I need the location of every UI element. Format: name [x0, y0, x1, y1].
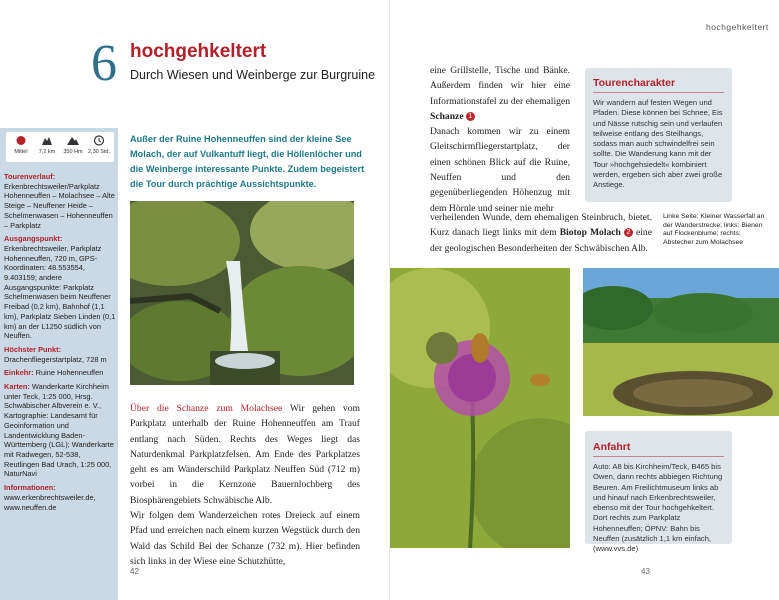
waterfall-photo: [130, 201, 354, 385]
marker-1-badge: 1: [466, 112, 475, 121]
tour-stats: [6, 132, 114, 162]
info-sidebar: [0, 128, 118, 600]
photo-caption: Linke Seite: Kleiner Wasserfall an der Wanderstrecke; links: Bienen auf Flockenblume; rechts: Abstecher zum Molachsee: [663, 213, 765, 246]
left-body-text: Über die Schanze zum Molachsee Wir gehen vom Parkplatz unterhalb der Ruine Hohenneuffen am Trauf entlang nach Süden. Rechts des Weges liegt das Naturdenkmal Parkplatzfelsen. Am Ende des Parkplatzes geht es am Wanderschild Parkplatz Neuffen Süd (712 m) vorbei in die Kernzone Bauernlochberg des Biosphärengebiets Schwäbische Alb. Wir folgen dem Wanderzeichen rotes Dreieck auf einem Pfad und erreichen nach einem kurzen Wegstück durch den Wald das Schild Bei der Schanze (732 m). Hier befinden sich links in der Wiese eine Schutzhütte,: [130, 403, 360, 567]
page-number-right: 43: [641, 567, 650, 576]
right-body-text-2: verheilenden Wunde, dem ehemaligen Steinbruch, bietet. Kurz danach liegt links mit dem Biotop Molach 2 eine der geologischen Besonderheiten der Schwäbischen Alb.: [430, 212, 652, 254]
schanze-label: Schanze: [430, 110, 464, 122]
stat-duration-value: 2,30 Std.: [87, 149, 111, 155]
biotop-label: Biotop Molach: [559, 227, 621, 239]
tourencharakter-text: Wir wandern auf festen Wegen und Pfaden. Diese können bei Schnee, Eis und Nässe rutschig sein und verlaufen teilweise entlang des Steilhangs, sodass man auch schwindelfrei sein sollte. Die Wanderung kann mit der Tour »hochgehsiedelt« kombiniert werden, ergeben sich aber zwei große Anstiege.: [593, 98, 723, 190]
stat-duration: [86, 132, 112, 155]
intro-text: Außer der Ruine Hohenneuffen sind der kleine See Molach, der auf Vulkantuff liegt, die Höllenlöcher und die Weinberge interessante Punkte. Zudem begeistert die Tour durch prächtige Aussichtspunkte.: [130, 134, 365, 189]
box-divider: [593, 456, 724, 457]
anfahrt-box: [585, 431, 732, 554]
anfahrt-title: Anfahrt: [593, 441, 631, 453]
molachsee-photo: [583, 268, 779, 416]
informationen: Informationen: www.erkenbrechtsweiler.de, www.neuffen.de: [4, 483, 96, 512]
tour-number: 6: [91, 35, 117, 92]
page-number-left: 42: [130, 567, 139, 576]
marker-2-badge: 2: [624, 228, 633, 237]
hiker-icon: [41, 135, 53, 146]
sidebar-details: [4, 172, 116, 516]
stat-difficulty-value: Mittel: [14, 149, 28, 155]
stat-elevation-value: 350 Hm: [63, 149, 83, 155]
left-body-text-2: Wir folgen dem Wanderzeichen rotes Dreieck auf einem Pfad und erreichen nach einem kurzen Wegstück durch den Wald das Schild Bei der Schanze (732 m). Hier befinden sich links in der Wiese eine Schutzhütte,: [130, 510, 360, 567]
running-head: hochgehkeltert: [706, 22, 769, 32]
tourencharakter-box: [585, 68, 732, 202]
stat-difficulty: [8, 132, 34, 155]
stat-distance-value: 7,2 km: [38, 149, 56, 155]
box-divider: [593, 92, 724, 93]
clock-icon: [93, 135, 105, 146]
einkehr: Einkehr: Ruine Hohenneuffen: [4, 368, 104, 378]
section-heading: Über die Schanze zum Molachsee: [130, 403, 283, 414]
ausgangspunkt: Ausgangspunkt: Erkenbrechtsweiler, Parkplatz Hohenneuffen, 720 m, GPS-Koordinaten: 48.553554, 9.403159; andere Ausgangspunkte: Parkplatz Schelmenwasen beim Neuffener Freibad (0,2 km), Bahnhof (1,1 km), Parkplatz Sieben Linden (0,1 km) an der L1250 südlich von Neuffen.: [4, 234, 116, 341]
tourverlauf: Tourenverlauf: Erkenbrechtsweiler/Parkplatz Hohenneuffen – Molachsee – Alte Steige – Neuffener Heide – Schelmenwasen – Hohenneuffen – Parkplatz: [4, 172, 115, 230]
stat-elevation: [60, 132, 86, 155]
difficulty-dot-icon: [15, 135, 27, 146]
tourencharakter-title: Tourencharakter: [593, 77, 676, 89]
right-body-text: eine Grillstelle, Tische und Bänke. Außerdem finden wir hier eine Informationstafel zu der ehemaligen Schanze 1 Danach kommen wir zu einem Gleitschirmfliegerstartplatz, der einen schönen Blick auf die Ruine, Neuffen und den gegenüberliegenden Höhenzug mit dem Hörnle und seiner nie mehr: [430, 65, 570, 214]
tour-title: hochgehkeltert: [130, 41, 267, 62]
tour-subtitle: Durch Wiesen und Weinberge zur Burgruine: [130, 68, 376, 82]
stat-distance: [34, 132, 60, 155]
mountain-icon: [67, 135, 79, 146]
anfahrt-text: Auto: A8 bis Kirchheim/Teck, B465 bis Owen, dann rechts abbiegen Richtung Beuren. Am Freilichtmuseum links ab und hinauf nach Erkenbrechtsweiler, ebenso mit der Tour hochgehkeltert. Dort rechts zum Parkplatz Hohenneuffen; ÖPNV: Bahn bis Neuffen (zusätzlich 1,1 km einfach, (www.vvs.de): [593, 462, 723, 554]
hoechster-punkt: Höchster Punkt: Drachenfliegerstartplatz, 728 m: [4, 344, 107, 364]
karten: Karten: Wanderkarte Kirchheim unter Teck, 1:25 000, Hrsg. Schwäbischer Albverein e. V., Kartographie: Landesamt für Geoinformation und Landentwicklung Baden-Württemberg (LGL); Wanderkarte mit Radwegen, 52-538, Reutlingen Bad Urach, 1:25 000, NaturNavi: [4, 382, 114, 479]
flower-bee-photo: [390, 268, 570, 548]
